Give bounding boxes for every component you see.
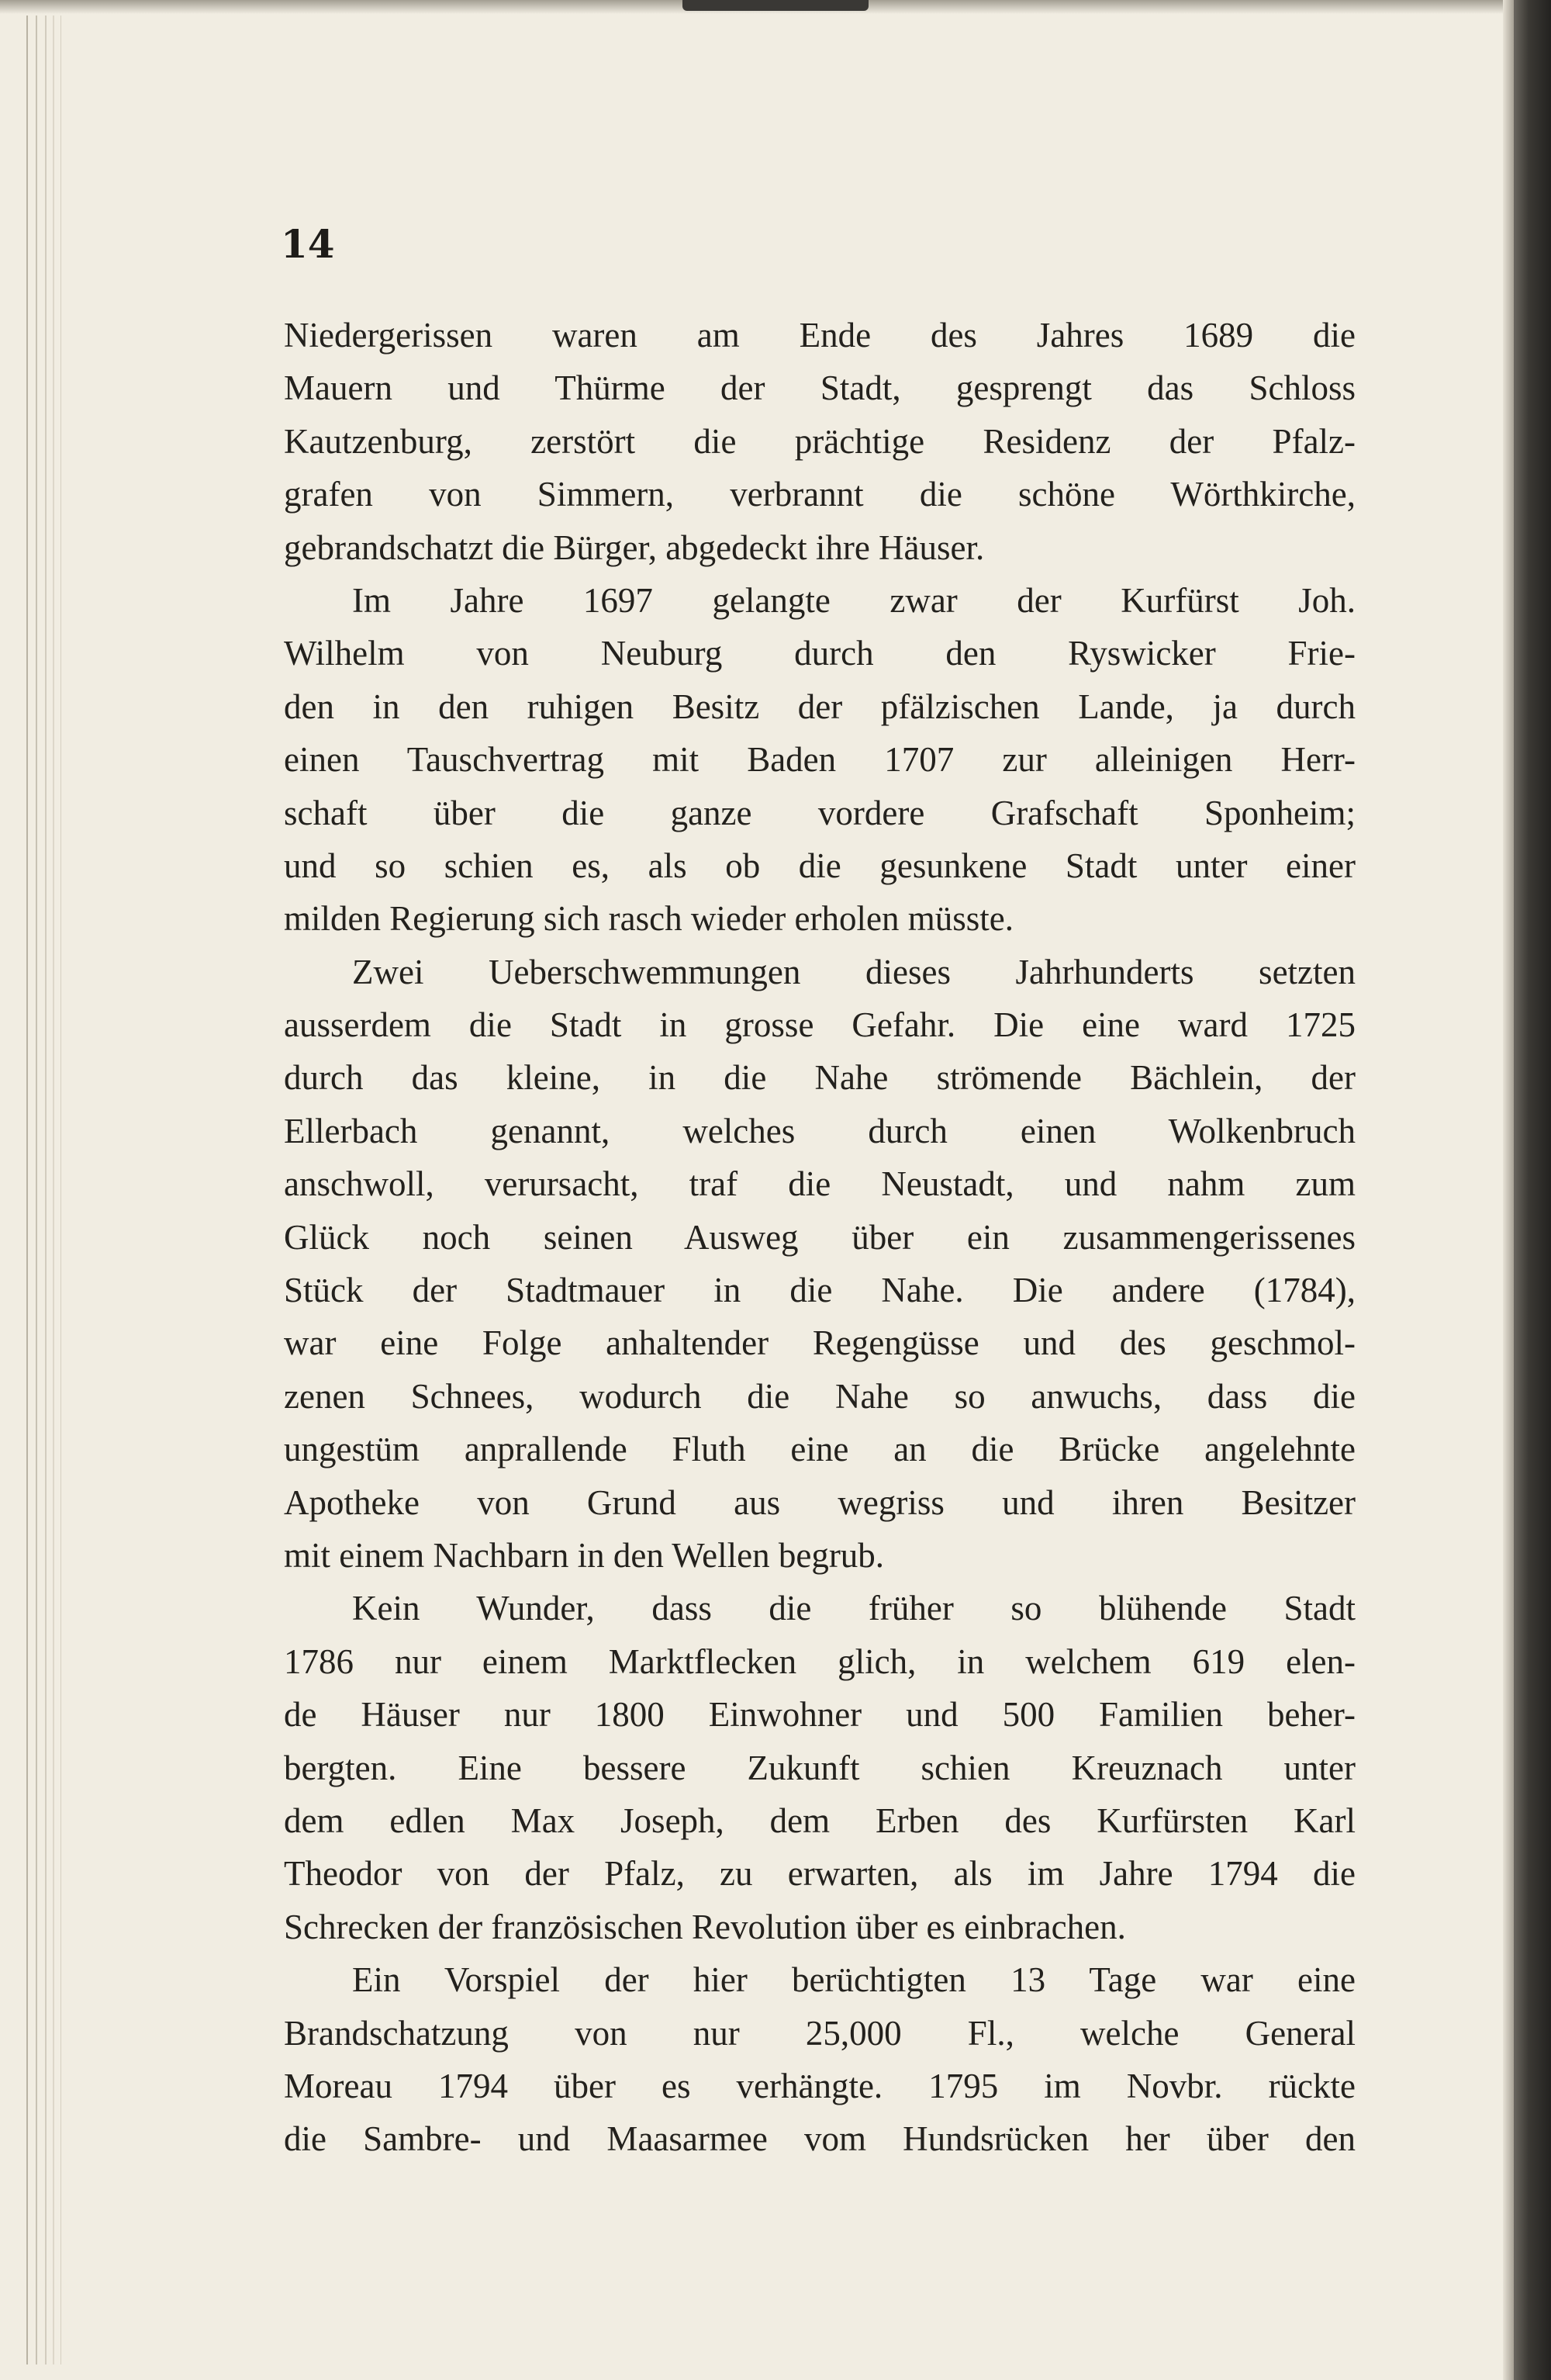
text-line: dem edlen Max Joseph, dem Erben des Kurfürsten Karl <box>284 1801 1356 1840</box>
text-line: milden Regierung sich rasch wieder erholen müsste. <box>284 899 1014 939</box>
page-number: 14 <box>281 221 335 267</box>
text-line: Glück noch seinen Ausweg über ein zusammengerissenes <box>284 1217 1356 1257</box>
text-line: Zwei Ueberschwemmungen dieses Jahrhunderts setzten <box>352 952 1356 991</box>
text-line: Niedergerissen waren am Ende des Jahres 1689 die <box>284 316 1356 355</box>
body-text <box>284 309 1356 2166</box>
text-line: gebrandschatzt die Bürger, abgedeckt ihre Häuser. <box>284 528 985 567</box>
text-line: Ellerbach genannt, welches durch einen Wolkenbruch <box>284 1111 1356 1150</box>
text-line: bergten. Eine bessere Zukunft schien Kreuznach unter <box>284 1748 1356 1787</box>
text-line: anschwoll, verursacht, traf die Neustadt, und nahm zum <box>284 1164 1356 1204</box>
text-line: Kein Wunder, dass die früher so blühende Stadt <box>352 1589 1356 1628</box>
page-edge <box>45 16 47 2364</box>
text-line: Theodor von der Pfalz, zu erwarten, als im Jahre 1794 die <box>284 1854 1356 1894</box>
text-line: 1786 nur einem Marktflecken glich, in welchem 619 elen- <box>284 1641 1356 1681</box>
text-line: Moreau 1794 über es verhängte. 1795 im Novbr. rückte <box>284 2066 1356 2105</box>
text-line: schaft über die ganze vordere Grafschaft Sponheim; <box>284 793 1356 832</box>
text-line: zenen Schnees, wodurch die Nahe so anwuchs, dass die <box>284 1376 1356 1416</box>
text-line: Im Jahre 1697 gelangte zwar der Kurfürst Joh. <box>352 580 1356 620</box>
text-line: Apotheke von Grund aus wegriss und ihren Besitzer <box>284 1482 1356 1522</box>
top-binding-tab <box>682 0 869 11</box>
page-edge <box>36 16 37 2364</box>
text-line: die Sambre- und Maasarmee vom Hundsrücken her über den <box>284 2119 1356 2159</box>
text-line: war eine Folge anhaltender Regengüsse und des geschmol- <box>284 1323 1356 1363</box>
page-edge <box>53 16 54 2364</box>
scan-border <box>1514 0 1551 2380</box>
binding-shadow <box>1503 0 1514 2380</box>
text-line: de Häuser nur 1800 Einwohner und 500 Familien beher- <box>284 1695 1356 1735</box>
page-edge <box>26 16 28 2364</box>
text-line: ausserdem die Stadt in grosse Gefahr. Die eine ward 1725 <box>284 1005 1356 1045</box>
text-line: einen Tauschvertrag mit Baden 1707 zur alleinigen Herr- <box>284 740 1356 780</box>
text-line: grafen von Simmern, verbrannt die schöne Wörthkirche, <box>284 475 1356 514</box>
text-line: Schrecken der französischen Revolution über es einbrachen. <box>284 1907 1126 1946</box>
text-line: mit einem Nachbarn in den Wellen begrub. <box>284 1535 885 1575</box>
text-line: Wilhelm von Neuburg durch den Ryswicker Frie- <box>284 634 1356 673</box>
text-line: durch das kleine, in die Nahe strömende Bächlein, der <box>284 1058 1356 1098</box>
text-line: Mauern und Thürme der Stadt, gesprengt das Schloss <box>284 368 1356 408</box>
text-line: Ein Vorspiel der hier berüchtigten 13 Tage war eine <box>352 1960 1356 2000</box>
text-line: ungestüm anprallende Fluth eine an die Brücke angelehnte <box>284 1430 1356 1469</box>
text-line: den in den ruhigen Besitz der pfälzischen Lande, ja durch <box>284 687 1356 726</box>
text-line: Stück der Stadtmauer in die Nahe. Die andere (1784), <box>284 1271 1356 1310</box>
text-line: und so schien es, als ob die gesunkene Stadt unter einer <box>284 846 1356 885</box>
text-line: Brandschatzung von nur 25,000 Fl., welche General <box>284 2013 1356 2053</box>
page-edge <box>60 16 61 2364</box>
text-line: Kautzenburg, zerstört die prächtige Residenz der Pfalz- <box>284 421 1356 461</box>
